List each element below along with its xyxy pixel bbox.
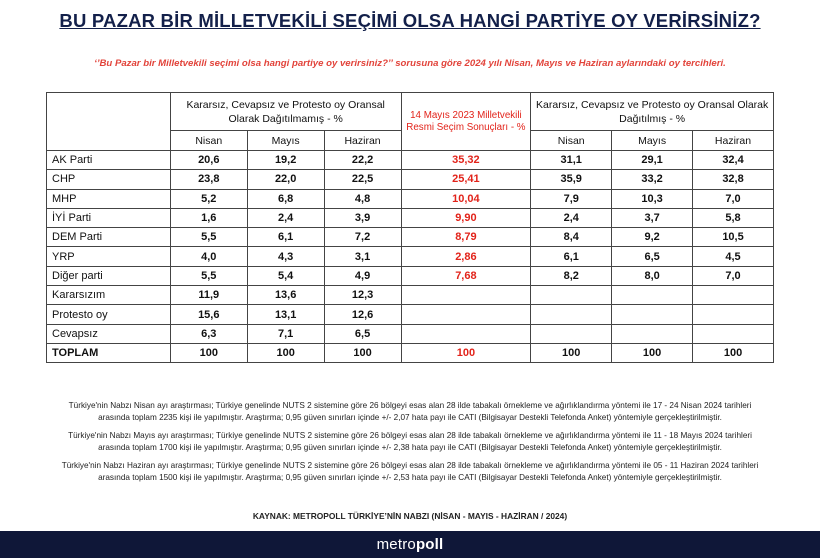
- value-distributed: 100: [612, 343, 693, 362]
- header-month: Mayıs: [247, 131, 324, 151]
- note-june: Türkiye'nin Nabzı Haziran ayı araştırması; Türkiye genelinde NUTS 2 sistemine göre 26 bölgeyi esas alan 28 ilde tabakalı örnekleme ve ağırlıklandırma yöntemi ile 05 - 11 Haziran 2024 tarihleri arasında toplam 1500 kişi ile yapılmıştır. Araştırma; 0,95 güven sınırları içinde +/- 2,53 hata payı ile CATI (Bilgisayar Destekli Telefonda Anket) yöntemiyle gerçekleştirilmiştir.: [61, 461, 759, 482]
- value-distributed: 100: [531, 343, 612, 362]
- value-undistributed: 13,6: [247, 286, 324, 305]
- value-undistributed: 4,3: [247, 247, 324, 266]
- value-distributed: [531, 286, 612, 305]
- value-distributed: [693, 324, 774, 343]
- value-2023-result: [401, 286, 531, 305]
- party-name: YRP: [47, 247, 171, 266]
- value-undistributed: 6,5: [324, 324, 401, 343]
- header-month: Mayıs: [612, 131, 693, 151]
- header-group-undistributed: Kararsız, Cevapsız ve Protesto oy Oransal Olarak Dağıtılmamış - %: [170, 93, 401, 131]
- header-month: Nisan: [531, 131, 612, 151]
- value-distributed: 6,1: [531, 247, 612, 266]
- value-undistributed: 7,2: [324, 228, 401, 247]
- table-row: [47, 170, 774, 189]
- header-month: Nisan: [170, 131, 247, 151]
- value-undistributed: 13,1: [247, 305, 324, 324]
- value-undistributed: 12,6: [324, 305, 401, 324]
- value-undistributed: 22,0: [247, 170, 324, 189]
- value-undistributed: 6,8: [247, 189, 324, 208]
- header-group-2023-results: 14 Mayıs 2023 Milletvekili Resmi Seçim Sonuçları - %: [401, 93, 531, 151]
- value-undistributed: 4,9: [324, 266, 401, 285]
- value-undistributed: 3,1: [324, 247, 401, 266]
- table-row: [47, 266, 774, 285]
- value-distributed: 7,0: [693, 266, 774, 285]
- poll-results-table: [46, 92, 774, 363]
- value-distributed: 10,3: [612, 189, 693, 208]
- value-distributed: 7,9: [531, 189, 612, 208]
- value-undistributed: 5,5: [170, 266, 247, 285]
- value-undistributed: 19,2: [247, 151, 324, 170]
- page-title: BU PAZAR BİR MİLLETVEKİLİ SEÇİMİ OLSA HANGİ PARTİYE OY VERİRSİNİZ?: [59, 10, 761, 31]
- metropoll-logo: [377, 536, 444, 553]
- value-undistributed: 23,8: [170, 170, 247, 189]
- value-distributed: 32,8: [693, 170, 774, 189]
- value-distributed: 8,2: [531, 266, 612, 285]
- value-distributed: 10,5: [693, 228, 774, 247]
- value-undistributed: 11,9: [170, 286, 247, 305]
- table-corner: [47, 93, 171, 151]
- table-row: [47, 324, 774, 343]
- total-row: [47, 343, 774, 362]
- value-distributed: 4,5: [693, 247, 774, 266]
- footer-bar: [0, 531, 820, 558]
- table-row: [47, 189, 774, 208]
- table-row: [47, 151, 774, 170]
- value-distributed: 8,4: [531, 228, 612, 247]
- value-undistributed: 20,6: [170, 151, 247, 170]
- value-undistributed: 7,1: [247, 324, 324, 343]
- value-undistributed: 6,3: [170, 324, 247, 343]
- party-name: CHP: [47, 170, 171, 189]
- value-distributed: 8,0: [612, 266, 693, 285]
- page-subtitle: ‘’Bu Pazar bir Milletvekili seçimi olsa hangi partiye oy verirsiniz?’’ sorusuna göre 2024 yılı Nisan, Mayıs ve Haziran aylarındaki oy tercihleri.: [94, 58, 726, 69]
- value-undistributed: 100: [324, 343, 401, 362]
- header-month: Haziran: [324, 131, 401, 151]
- table-row: [47, 305, 774, 324]
- value-distributed: 6,5: [612, 247, 693, 266]
- header-group-distributed: Kararsız, Cevapsız ve Protesto oy Oransal Olarak Dağıtılmış - %: [531, 93, 774, 131]
- value-distributed: [612, 286, 693, 305]
- logo-part-metro: metro: [376, 536, 416, 553]
- value-distributed: 7,0: [693, 189, 774, 208]
- value-2023-result: 8,79: [401, 228, 531, 247]
- party-name: Cevapsız: [47, 324, 171, 343]
- value-distributed: [612, 324, 693, 343]
- party-name: Protesto oy: [47, 305, 171, 324]
- value-2023-result: 100: [401, 343, 531, 362]
- value-2023-result: 10,04: [401, 189, 531, 208]
- value-distributed: 29,1: [612, 151, 693, 170]
- value-distributed: 3,7: [612, 208, 693, 227]
- value-distributed: 9,2: [612, 228, 693, 247]
- value-undistributed: 1,6: [170, 208, 247, 227]
- value-undistributed: 2,4: [247, 208, 324, 227]
- logo-part-poll: poll: [415, 536, 444, 553]
- source-line: KAYNAK: METROPOLL TÜRKİYE’NİN NABZI (NİSAN - MAYIS - HAZİRAN / 2024): [252, 511, 568, 521]
- party-name: MHP: [47, 189, 171, 208]
- value-undistributed: 100: [247, 343, 324, 362]
- value-undistributed: 4,0: [170, 247, 247, 266]
- party-name: AK Parti: [47, 151, 171, 170]
- value-distributed: [531, 305, 612, 324]
- note-april: Türkiye'nin Nabzı Nisan ayı araştırması; Türkiye genelinde NUTS 2 sistemine göre 26 bölgeyi esas alan 28 ilde tabakalı örnekleme ve ağırlıklandırma yöntemi ile 17 - 24 Nisan 2024 tarihleri arasında toplam 2235 kişi ile yapılmıştır. Araştırma; 0,95 güven sınırları içinde +/- 2,07 hata payı ile CATI (Bilgisayar Destekli Telefonda Anket) yöntemiyle gerçekleştirilmiştir.: [68, 401, 752, 422]
- header-month: Haziran: [693, 131, 774, 151]
- value-distributed: 2,4: [531, 208, 612, 227]
- value-distributed: [612, 305, 693, 324]
- value-distributed: 100: [693, 343, 774, 362]
- party-name: DEM Parti: [47, 228, 171, 247]
- party-name: TOPLAM: [47, 343, 171, 362]
- value-2023-result: 7,68: [401, 266, 531, 285]
- value-undistributed: 22,2: [324, 151, 401, 170]
- value-2023-result: 35,32: [401, 151, 531, 170]
- value-distributed: [693, 305, 774, 324]
- table-row: [47, 208, 774, 227]
- value-undistributed: 4,8: [324, 189, 401, 208]
- value-undistributed: 5,2: [170, 189, 247, 208]
- value-2023-result: [401, 324, 531, 343]
- table-row: [47, 228, 774, 247]
- value-2023-result: [401, 305, 531, 324]
- value-distributed: 33,2: [612, 170, 693, 189]
- table-row: [47, 286, 774, 305]
- party-name: Kararsızım: [47, 286, 171, 305]
- value-2023-result: 25,41: [401, 170, 531, 189]
- value-undistributed: 100: [170, 343, 247, 362]
- value-undistributed: 22,5: [324, 170, 401, 189]
- value-distributed: [531, 324, 612, 343]
- value-undistributed: 15,6: [170, 305, 247, 324]
- value-2023-result: 2,86: [401, 247, 531, 266]
- value-distributed: 5,8: [693, 208, 774, 227]
- value-distributed: 35,9: [531, 170, 612, 189]
- value-undistributed: 3,9: [324, 208, 401, 227]
- note-may: Türkiye'nin Nabzı Mayıs ayı araştırması; Türkiye genelinde NUTS 2 sistemine göre 26 bölgeyi esas alan 28 ilde tabakalı örnekleme ve ağırlıklandırma yöntemi ile 11 - 18 Mayıs 2024 tarihleri arasında toplam 1700 kişi ile yapılmıştır. Araştırma; 0,95 güven sınırları içinde +/- 2,38 hata payı ile CATI (Bilgisayar Destekli Telefonda Anket) yöntemiyle gerçekleştirilmiştir.: [68, 431, 752, 452]
- methodology-notes: [60, 400, 760, 490]
- value-undistributed: 5,4: [247, 266, 324, 285]
- value-undistributed: 12,3: [324, 286, 401, 305]
- value-2023-result: 9,90: [401, 208, 531, 227]
- value-distributed: [693, 286, 774, 305]
- party-name: İYİ Parti: [47, 208, 171, 227]
- party-name: Diğer parti: [47, 266, 171, 285]
- value-undistributed: 5,5: [170, 228, 247, 247]
- value-distributed: 32,4: [693, 151, 774, 170]
- table-row: [47, 247, 774, 266]
- value-undistributed: 6,1: [247, 228, 324, 247]
- value-distributed: 31,1: [531, 151, 612, 170]
